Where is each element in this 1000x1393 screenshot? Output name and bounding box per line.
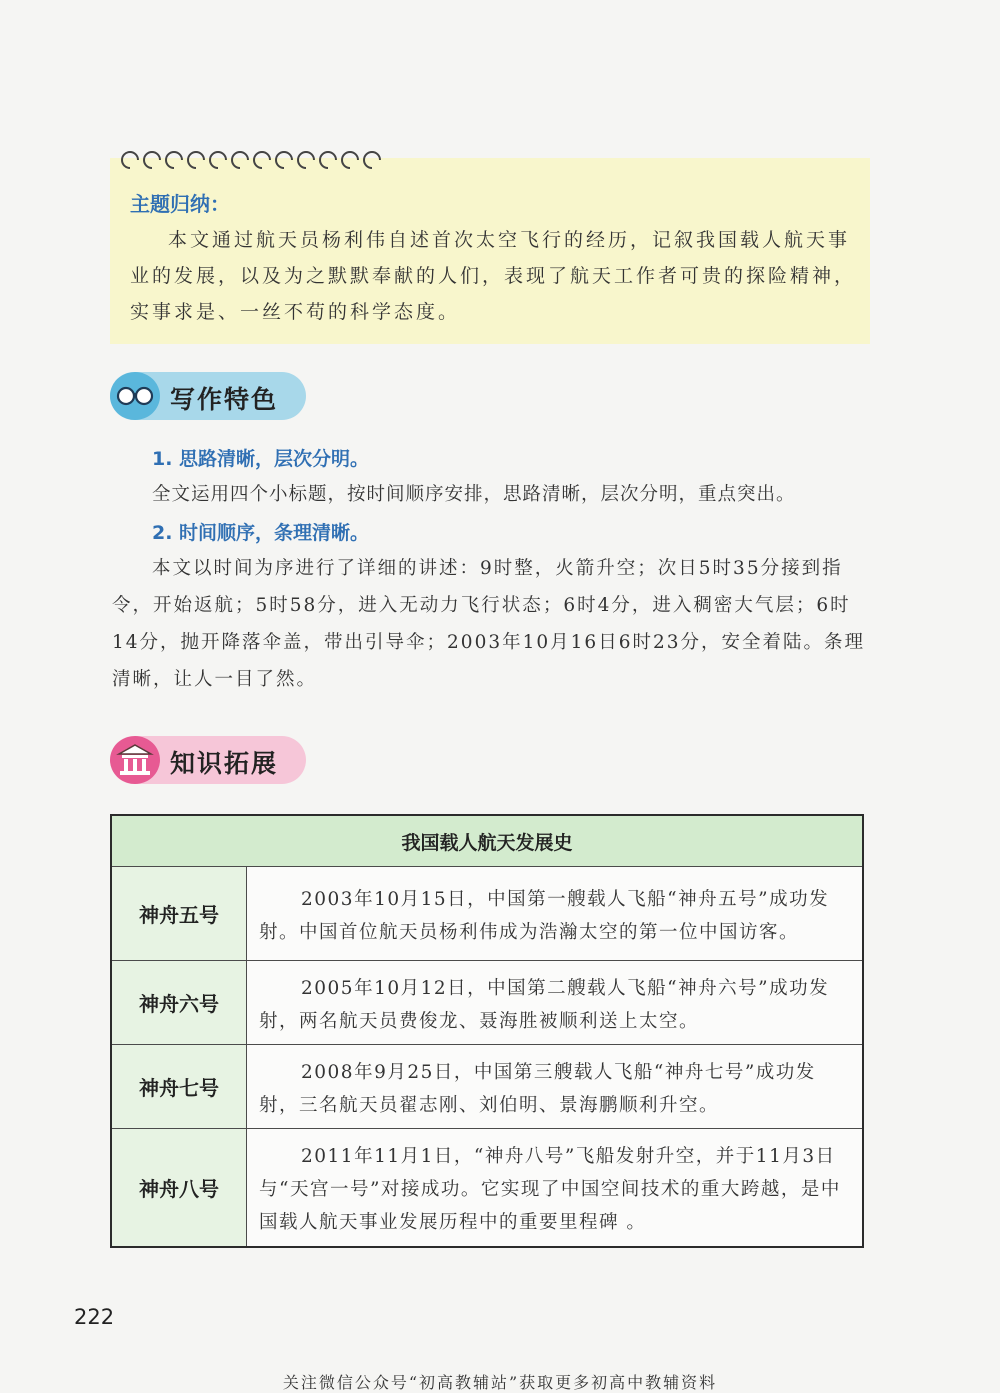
- summary-text: 本文通过航天员杨利伟自述首次太空飞行的经历，记叙我国载人航天事业的发展，以及为之默默奉献的人们，表现了航天工作者可贵的探险精神，实事求是、一丝不苟的科学态度。: [130, 229, 857, 323]
- table-row: [111, 867, 863, 961]
- mission-name: 神舟六号: [111, 961, 247, 1045]
- point-1-title: 1. 思路清晰，层次分明。: [152, 448, 370, 470]
- mission-description: 2005年10月12日，中国第二艘载人飞船“神舟六号”成功发射，两名航天员费俊龙、聂海胜被顺利送上太空。: [247, 961, 864, 1045]
- summary-title: 主题归纳：: [130, 192, 230, 216]
- mission-name: 神舟八号: [111, 1129, 247, 1247]
- mission-name: 神舟七号: [111, 1045, 247, 1129]
- point-2-title: 2. 时间顺序，条理清晰。: [152, 522, 370, 544]
- notebook-rings-icon: [116, 146, 396, 176]
- footer-note: 关注微信公众号“初高教辅站”获取更多初高中教辅资料: [282, 1373, 718, 1392]
- point-2-text: 本文以时间为序进行了详细的讲述：9时整，火箭升空；次日5时35分接到指令，开始返航；5时58分，进入无动力飞行状态；6时4分，进入稠密大气层；6时14分，抛开降落伞盖，带出引导伞；2003年10月16日6时23分，安全着陆。条理清晰，让人一目了然。: [112, 558, 866, 690]
- glasses-icon: [110, 372, 160, 420]
- mission-description: 2008年9月25日，中国第三艘载人飞船“神舟七号”成功发射，三名航天员翟志刚、刘伯明、景海鹏顺利升空。: [247, 1045, 864, 1129]
- table-title: 我国载人航天发展史: [111, 815, 863, 867]
- knowledge-extension-header: [110, 736, 306, 784]
- space-history-table: [110, 814, 864, 1248]
- page-number: 222: [74, 1305, 115, 1329]
- table-header-row: [111, 815, 863, 867]
- mission-description: 2011年11月1日，“神舟八号”飞船发射升空，并于11月3日与“天宫一号”对接成功。它实现了中国空间技术的重大跨越，是中国载人航天事业发展历程中的重要里程碑 。: [247, 1129, 864, 1247]
- table-row: [111, 961, 863, 1045]
- point-1-text: 全文运用四个小标题，按时间顺序安排，思路清晰，层次分明，重点突出。: [152, 484, 796, 505]
- writing-features-header: [110, 372, 306, 420]
- writing-features-label: 写作特色: [170, 385, 279, 414]
- table-row: [111, 1045, 863, 1129]
- mission-name: 神舟五号: [111, 867, 247, 961]
- mission-description: 2003年10月15日，中国第一艘载人飞船“神舟五号”成功发射。中国首位航天员杨利伟成为浩瀚太空的第一位中国访客。: [247, 867, 864, 961]
- knowledge-extension-label: 知识拓展: [170, 749, 279, 778]
- table-row: [111, 1129, 863, 1247]
- museum-icon: [110, 736, 160, 784]
